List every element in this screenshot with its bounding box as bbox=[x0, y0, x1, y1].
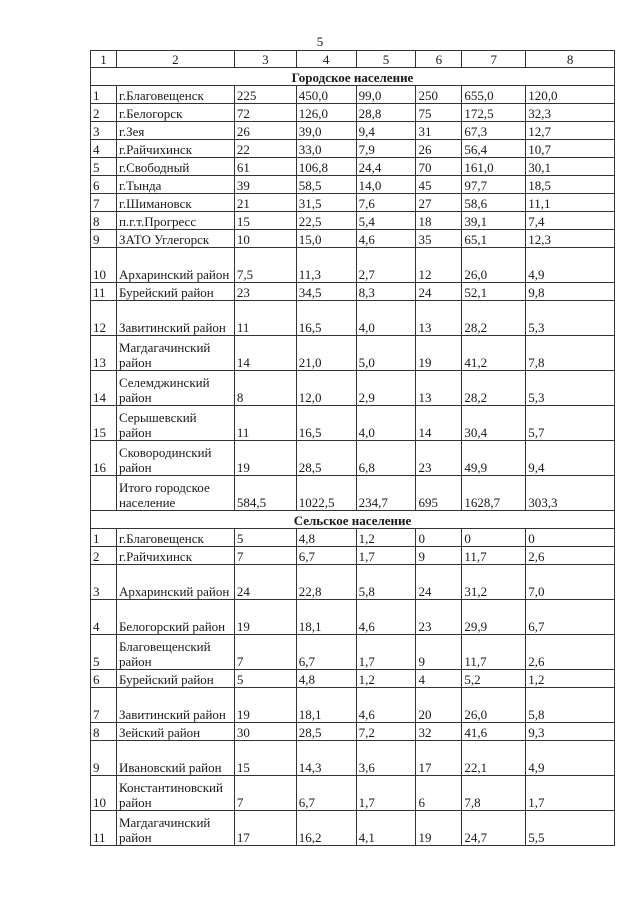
value-cell: 4,0 bbox=[356, 301, 416, 336]
value-cell: 172,5 bbox=[462, 104, 526, 122]
value-cell: 23 bbox=[234, 283, 296, 301]
value-cell: 16,5 bbox=[296, 301, 356, 336]
value-cell: 30,4 bbox=[462, 406, 526, 441]
value-cell: 7,2 bbox=[356, 723, 416, 741]
value-cell: 7,8 bbox=[462, 776, 526, 811]
district-name-cell: Сковородинский район bbox=[116, 441, 234, 476]
value-cell: 75 bbox=[416, 104, 462, 122]
value-cell: 28,2 bbox=[462, 301, 526, 336]
value-cell: 6,7 bbox=[296, 547, 356, 565]
value-cell: 5,3 bbox=[526, 301, 615, 336]
value-cell: 1,7 bbox=[356, 635, 416, 670]
value-cell: 22,5 bbox=[296, 212, 356, 230]
value-cell: 12,7 bbox=[526, 122, 615, 140]
value-cell: 24 bbox=[416, 565, 462, 600]
value-cell: 11 bbox=[234, 406, 296, 441]
table-row bbox=[91, 230, 615, 248]
value-cell: 31,5 bbox=[296, 194, 356, 212]
value-cell: 1,2 bbox=[526, 670, 615, 688]
value-cell: 41,6 bbox=[462, 723, 526, 741]
district-name-cell: г.Тында bbox=[116, 176, 234, 194]
value-cell: 56,4 bbox=[462, 140, 526, 158]
district-name-cell: Магдагачинский район bbox=[116, 336, 234, 371]
row-number-cell: 15 bbox=[91, 406, 117, 441]
district-name-cell: Зейский район bbox=[116, 723, 234, 741]
value-cell: 22 bbox=[234, 140, 296, 158]
district-name-cell: ЗАТО Углегорск bbox=[116, 230, 234, 248]
value-cell: 7 bbox=[234, 547, 296, 565]
value-cell: 4,6 bbox=[356, 600, 416, 635]
value-cell: 4,6 bbox=[356, 230, 416, 248]
header-cell: 7 bbox=[462, 51, 526, 68]
district-name-cell: Бурейский район bbox=[116, 670, 234, 688]
value-cell: 41,2 bbox=[462, 336, 526, 371]
value-cell: 72 bbox=[234, 104, 296, 122]
value-cell: 7,6 bbox=[356, 194, 416, 212]
value-cell: 19 bbox=[416, 811, 462, 846]
value-cell: 14 bbox=[234, 336, 296, 371]
district-name-cell: Белогорский район bbox=[116, 600, 234, 635]
value-cell: 67,3 bbox=[462, 122, 526, 140]
value-cell: 4,6 bbox=[356, 688, 416, 723]
header-cell: 3 bbox=[234, 51, 296, 68]
section-header-row bbox=[91, 511, 615, 529]
value-cell: 11,7 bbox=[462, 635, 526, 670]
value-cell: 2,6 bbox=[526, 547, 615, 565]
value-cell: 70 bbox=[416, 158, 462, 176]
value-cell: 23 bbox=[416, 600, 462, 635]
value-cell: 26,0 bbox=[462, 248, 526, 283]
row-number-cell: 2 bbox=[91, 104, 117, 122]
value-cell: 21 bbox=[234, 194, 296, 212]
value-cell: 9,8 bbox=[526, 283, 615, 301]
section-header-row bbox=[91, 68, 615, 86]
value-cell: 9 bbox=[416, 547, 462, 565]
value-cell: 22,1 bbox=[462, 741, 526, 776]
table-header-row bbox=[91, 51, 615, 68]
district-name-cell: г.Белогорск bbox=[116, 104, 234, 122]
table-row bbox=[91, 723, 615, 741]
value-cell: 7 bbox=[234, 776, 296, 811]
row-number-cell: 6 bbox=[91, 176, 117, 194]
district-name-cell: г.Свободный bbox=[116, 158, 234, 176]
value-cell: 18,1 bbox=[296, 600, 356, 635]
value-cell: 7,0 bbox=[526, 565, 615, 600]
value-cell: 15,0 bbox=[296, 230, 356, 248]
value-cell: 3,6 bbox=[356, 741, 416, 776]
value-cell: 28,5 bbox=[296, 441, 356, 476]
value-cell: 225 bbox=[234, 86, 296, 104]
table-row bbox=[91, 194, 615, 212]
table-row bbox=[91, 476, 615, 511]
table-row bbox=[91, 140, 615, 158]
table-row bbox=[91, 441, 615, 476]
value-cell: 234,7 bbox=[356, 476, 416, 511]
district-name-cell: Серышевский район bbox=[116, 406, 234, 441]
value-cell: 9,3 bbox=[526, 723, 615, 741]
value-cell: 1,2 bbox=[356, 670, 416, 688]
value-cell: 33,0 bbox=[296, 140, 356, 158]
value-cell: 1,2 bbox=[356, 529, 416, 547]
table-row bbox=[91, 336, 615, 371]
value-cell: 4 bbox=[416, 670, 462, 688]
section-title: Городское население bbox=[91, 68, 615, 86]
value-cell: 450,0 bbox=[296, 86, 356, 104]
table-row bbox=[91, 406, 615, 441]
row-number-cell: 6 bbox=[91, 670, 117, 688]
value-cell: 4,9 bbox=[526, 248, 615, 283]
row-number-cell: 5 bbox=[91, 158, 117, 176]
table-row bbox=[91, 122, 615, 140]
value-cell: 5,7 bbox=[526, 406, 615, 441]
value-cell: 24,4 bbox=[356, 158, 416, 176]
table-row bbox=[91, 529, 615, 547]
value-cell: 19 bbox=[234, 600, 296, 635]
value-cell: 6,7 bbox=[296, 635, 356, 670]
row-number-cell: 10 bbox=[91, 248, 117, 283]
table-row bbox=[91, 741, 615, 776]
value-cell: 18,5 bbox=[526, 176, 615, 194]
row-number-cell: 8 bbox=[91, 723, 117, 741]
value-cell: 32,3 bbox=[526, 104, 615, 122]
header-cell: 8 bbox=[526, 51, 615, 68]
value-cell: 34,5 bbox=[296, 283, 356, 301]
value-cell: 4,8 bbox=[296, 529, 356, 547]
district-name-cell: Селемджинский район bbox=[116, 371, 234, 406]
value-cell: 6,7 bbox=[526, 600, 615, 635]
value-cell: 1,7 bbox=[356, 776, 416, 811]
value-cell: 4,1 bbox=[356, 811, 416, 846]
value-cell: 31,2 bbox=[462, 565, 526, 600]
value-cell: 13 bbox=[416, 301, 462, 336]
value-cell: 24 bbox=[416, 283, 462, 301]
value-cell: 23 bbox=[416, 441, 462, 476]
value-cell: 7 bbox=[234, 635, 296, 670]
row-number-cell: 8 bbox=[91, 212, 117, 230]
row-number-cell: 3 bbox=[91, 565, 117, 600]
value-cell: 126,0 bbox=[296, 104, 356, 122]
value-cell: 0 bbox=[462, 529, 526, 547]
table-row bbox=[91, 212, 615, 230]
value-cell: 7,4 bbox=[526, 212, 615, 230]
value-cell: 28,2 bbox=[462, 371, 526, 406]
table-row bbox=[91, 86, 615, 104]
value-cell: 4,8 bbox=[296, 670, 356, 688]
value-cell: 5 bbox=[234, 529, 296, 547]
value-cell: 17 bbox=[234, 811, 296, 846]
value-cell: 15 bbox=[234, 741, 296, 776]
row-number-cell: 1 bbox=[91, 529, 117, 547]
table-row bbox=[91, 301, 615, 336]
value-cell: 0 bbox=[526, 529, 615, 547]
value-cell: 5 bbox=[234, 670, 296, 688]
district-name-cell: Благовещенский район bbox=[116, 635, 234, 670]
header-cell: 1 bbox=[91, 51, 117, 68]
value-cell: 30,1 bbox=[526, 158, 615, 176]
value-cell: 39,0 bbox=[296, 122, 356, 140]
district-name-cell: г.Благовещенск bbox=[116, 529, 234, 547]
value-cell: 31 bbox=[416, 122, 462, 140]
value-cell: 250 bbox=[416, 86, 462, 104]
value-cell: 10,7 bbox=[526, 140, 615, 158]
value-cell: 1628,7 bbox=[462, 476, 526, 511]
value-cell: 29,9 bbox=[462, 600, 526, 635]
value-cell: 58,5 bbox=[296, 176, 356, 194]
value-cell: 11,7 bbox=[462, 547, 526, 565]
district-name-cell: г.Райчихинск bbox=[116, 140, 234, 158]
row-number-cell: 7 bbox=[91, 194, 117, 212]
table-row bbox=[91, 811, 615, 846]
district-name-cell: Бурейский район bbox=[116, 283, 234, 301]
value-cell: 21,0 bbox=[296, 336, 356, 371]
value-cell: 6,8 bbox=[356, 441, 416, 476]
value-cell: 24 bbox=[234, 565, 296, 600]
value-cell: 26,0 bbox=[462, 688, 526, 723]
value-cell: 0 bbox=[416, 529, 462, 547]
value-cell: 5,4 bbox=[356, 212, 416, 230]
value-cell: 12,3 bbox=[526, 230, 615, 248]
header-cell: 4 bbox=[296, 51, 356, 68]
value-cell: 16,2 bbox=[296, 811, 356, 846]
row-number-cell: 12 bbox=[91, 301, 117, 336]
value-cell: 26 bbox=[416, 140, 462, 158]
header-cell: 5 bbox=[356, 51, 416, 68]
value-cell: 35 bbox=[416, 230, 462, 248]
value-cell: 7,5 bbox=[234, 248, 296, 283]
table-row bbox=[91, 248, 615, 283]
value-cell: 12 bbox=[416, 248, 462, 283]
table-row bbox=[91, 371, 615, 406]
row-number-cell: 16 bbox=[91, 441, 117, 476]
value-cell: 52,1 bbox=[462, 283, 526, 301]
value-cell: 11 bbox=[234, 301, 296, 336]
district-name-cell: Магдагачинский район bbox=[116, 811, 234, 846]
value-cell: 11,1 bbox=[526, 194, 615, 212]
row-number-cell: 4 bbox=[91, 140, 117, 158]
value-cell: 22,8 bbox=[296, 565, 356, 600]
value-cell: 97,7 bbox=[462, 176, 526, 194]
value-cell: 26 bbox=[234, 122, 296, 140]
value-cell: 19 bbox=[416, 336, 462, 371]
value-cell: 28,8 bbox=[356, 104, 416, 122]
value-cell: 1022,5 bbox=[296, 476, 356, 511]
value-cell: 9,4 bbox=[356, 122, 416, 140]
value-cell: 120,0 bbox=[526, 86, 615, 104]
value-cell: 39 bbox=[234, 176, 296, 194]
row-number-cell: 13 bbox=[91, 336, 117, 371]
value-cell: 9 bbox=[416, 635, 462, 670]
value-cell: 1,7 bbox=[526, 776, 615, 811]
row-number-cell: 7 bbox=[91, 688, 117, 723]
value-cell: 5,8 bbox=[526, 688, 615, 723]
value-cell: 8,3 bbox=[356, 283, 416, 301]
table-row bbox=[91, 283, 615, 301]
value-cell: 16,5 bbox=[296, 406, 356, 441]
value-cell: 5,2 bbox=[462, 670, 526, 688]
value-cell: 6 bbox=[416, 776, 462, 811]
value-cell: 695 bbox=[416, 476, 462, 511]
page-number: 5 bbox=[316, 34, 324, 49]
value-cell: 11,3 bbox=[296, 248, 356, 283]
value-cell: 5,8 bbox=[356, 565, 416, 600]
header-cell: 6 bbox=[416, 51, 462, 68]
data-table bbox=[90, 50, 615, 846]
value-cell: 49,9 bbox=[462, 441, 526, 476]
value-cell: 161,0 bbox=[462, 158, 526, 176]
header-cell: 2 bbox=[116, 51, 234, 68]
value-cell: 19 bbox=[234, 441, 296, 476]
district-name-cell: Архаринский район bbox=[116, 565, 234, 600]
value-cell: 2,6 bbox=[526, 635, 615, 670]
value-cell: 9,4 bbox=[526, 441, 615, 476]
value-cell: 32 bbox=[416, 723, 462, 741]
row-number-cell: 2 bbox=[91, 547, 117, 565]
table-row bbox=[91, 670, 615, 688]
district-name-cell: Ивановский район bbox=[116, 741, 234, 776]
table-row bbox=[91, 635, 615, 670]
table-row bbox=[91, 600, 615, 635]
table-row bbox=[91, 104, 615, 122]
value-cell: 4,0 bbox=[356, 406, 416, 441]
row-number-cell: 4 bbox=[91, 600, 117, 635]
value-cell: 7,8 bbox=[526, 336, 615, 371]
row-number-cell: 10 bbox=[91, 776, 117, 811]
row-number-cell bbox=[91, 476, 117, 511]
district-name-cell: п.г.т.Прогресс bbox=[116, 212, 234, 230]
value-cell: 24,7 bbox=[462, 811, 526, 846]
value-cell: 14,3 bbox=[296, 741, 356, 776]
value-cell: 19 bbox=[234, 688, 296, 723]
value-cell: 584,5 bbox=[234, 476, 296, 511]
value-cell: 18 bbox=[416, 212, 462, 230]
row-number-cell: 9 bbox=[91, 230, 117, 248]
value-cell: 13 bbox=[416, 371, 462, 406]
section-title: Сельское население bbox=[91, 511, 615, 529]
row-number-cell: 11 bbox=[91, 283, 117, 301]
district-name-cell: Константиновский район bbox=[116, 776, 234, 811]
district-name-cell: Архаринский район bbox=[116, 248, 234, 283]
value-cell: 2,7 bbox=[356, 248, 416, 283]
value-cell: 65,1 bbox=[462, 230, 526, 248]
value-cell: 15 bbox=[234, 212, 296, 230]
value-cell: 28,5 bbox=[296, 723, 356, 741]
value-cell: 655,0 bbox=[462, 86, 526, 104]
value-cell: 7,9 bbox=[356, 140, 416, 158]
district-name-cell: Завитинский район bbox=[116, 301, 234, 336]
value-cell: 20 bbox=[416, 688, 462, 723]
row-number-cell: 9 bbox=[91, 741, 117, 776]
district-name-cell: г.Шимановск bbox=[116, 194, 234, 212]
value-cell: 14 bbox=[416, 406, 462, 441]
value-cell: 8 bbox=[234, 371, 296, 406]
district-name-cell: Итого городское население bbox=[116, 476, 234, 511]
row-number-cell: 14 bbox=[91, 371, 117, 406]
value-cell: 6,7 bbox=[296, 776, 356, 811]
value-cell: 99,0 bbox=[356, 86, 416, 104]
value-cell: 14,0 bbox=[356, 176, 416, 194]
value-cell: 18,1 bbox=[296, 688, 356, 723]
table-row bbox=[91, 565, 615, 600]
row-number-cell: 3 bbox=[91, 122, 117, 140]
value-cell: 12,0 bbox=[296, 371, 356, 406]
value-cell: 4,9 bbox=[526, 741, 615, 776]
value-cell: 61 bbox=[234, 158, 296, 176]
value-cell: 10 bbox=[234, 230, 296, 248]
district-name-cell: г.Благовещенск bbox=[116, 86, 234, 104]
value-cell: 2,9 bbox=[356, 371, 416, 406]
value-cell: 27 bbox=[416, 194, 462, 212]
row-number-cell: 5 bbox=[91, 635, 117, 670]
district-name-cell: г.Райчихинск bbox=[116, 547, 234, 565]
value-cell: 106,8 bbox=[296, 158, 356, 176]
value-cell: 5,3 bbox=[526, 371, 615, 406]
value-cell: 1,7 bbox=[356, 547, 416, 565]
value-cell: 5,0 bbox=[356, 336, 416, 371]
value-cell: 17 bbox=[416, 741, 462, 776]
district-name-cell: г.Зея bbox=[116, 122, 234, 140]
row-number-cell: 11 bbox=[91, 811, 117, 846]
value-cell: 303,3 bbox=[526, 476, 615, 511]
district-name-cell: Завитинский район bbox=[116, 688, 234, 723]
table-row bbox=[91, 176, 615, 194]
value-cell: 58,6 bbox=[462, 194, 526, 212]
table-row bbox=[91, 547, 615, 565]
value-cell: 39,1 bbox=[462, 212, 526, 230]
value-cell: 30 bbox=[234, 723, 296, 741]
table-row bbox=[91, 776, 615, 811]
value-cell: 5,5 bbox=[526, 811, 615, 846]
table-row bbox=[91, 688, 615, 723]
row-number-cell: 1 bbox=[91, 86, 117, 104]
table-row bbox=[91, 158, 615, 176]
value-cell: 45 bbox=[416, 176, 462, 194]
